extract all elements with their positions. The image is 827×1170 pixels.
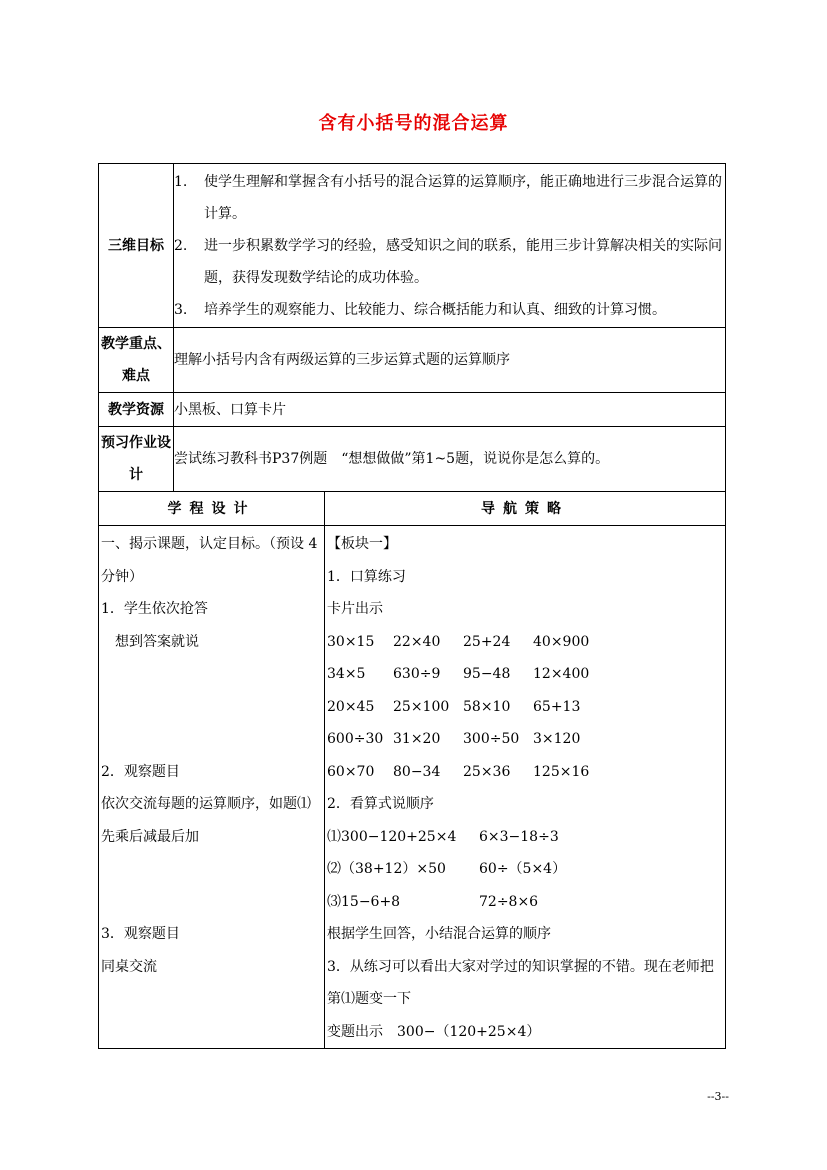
focus-row: [99, 328, 726, 393]
expression: ⑴300−120+25×4: [327, 828, 457, 845]
resources-text: 小黑板、口算卡片: [174, 393, 726, 427]
variation-intro: 3．从练习可以看出大家对学过的知识掌握的不错。现在老师把第⑴题变一下: [327, 958, 714, 1007]
oral-practice-row: [325, 723, 725, 756]
expression: ⑵（38+12）×50: [327, 861, 446, 877]
oral-practice-row: [325, 691, 725, 724]
oral-problem: 31×20: [393, 731, 441, 747]
section-2-heading: 2．观察题目: [101, 763, 180, 780]
expression-row: [325, 821, 725, 854]
oral-problem: 300÷50: [463, 731, 520, 747]
section-1-note: 想到答案就说: [115, 633, 199, 650]
preview-text: 尝试练习教科书P37例题 “想想做做”第1~5题，说说你是怎么算的。: [174, 427, 726, 492]
goal-item: 2. 进一步积累数学学习的经验，感受知识之间的联系，能用三步计算解决相关的实际问题，获得发现数学结论的成功体验。: [174, 237, 722, 286]
oral-problem: 630÷9: [393, 666, 441, 682]
section-3-note: 同桌交流: [101, 958, 157, 975]
oral-practice-note: 卡片出示: [327, 601, 383, 617]
oral-problem: 34×5: [327, 666, 366, 682]
oral-problem: 3×120: [533, 731, 581, 747]
focus-text: 理解小括号内含有两级运算的三步运算式题的运算顺序: [174, 328, 726, 393]
oral-practice-row: [325, 756, 725, 789]
goals-label: 三维目标: [99, 164, 174, 328]
left-column-header: 学程设计: [99, 492, 325, 526]
block-heading: 【板块一】: [327, 536, 397, 552]
oral-problem: 25+24: [463, 633, 511, 650]
oral-practice-row: [325, 626, 725, 659]
goal-item: 1. 使学生理解和掌握含有小括号的混合运算的运算顺序，能正确地进行三步混合运算的计算。: [174, 173, 722, 222]
resources-label: 教学资源: [99, 393, 174, 427]
expression: ⑶15−6+8: [327, 893, 401, 910]
page-number: --3--: [707, 1090, 729, 1103]
expression-row: [325, 886, 725, 919]
learning-process-column: [99, 526, 325, 1049]
content-row: [99, 526, 726, 1049]
expression-row: [325, 853, 725, 886]
oral-problem: 30×15: [327, 633, 375, 650]
preview-label: 预习作业设计: [99, 427, 174, 492]
page-title: 含有小括号的混合运算: [318, 113, 509, 134]
section-1-step: 1．学生依次抢答: [101, 601, 208, 617]
summary-note: 根据学生回答，小结混合运算的顺序: [327, 926, 551, 942]
oral-problem: 25×36: [463, 763, 511, 780]
oral-practice-grid: [325, 626, 725, 789]
goals-cell: [174, 164, 726, 328]
right-column-header: 导航策略: [325, 492, 726, 526]
oral-problem: 80−34: [393, 763, 441, 780]
section-2-note: 依次交流每题的运算顺序，如题⑴先乘后减最后加: [101, 796, 311, 845]
oral-problem: 125×16: [533, 763, 590, 780]
oral-problem: 600÷30: [327, 731, 384, 747]
expr-order-heading: 2．看算式说顺序: [327, 796, 434, 812]
oral-problem: 20×45: [327, 698, 375, 715]
oral-problem: 12×400: [533, 666, 590, 682]
focus-label: 教学重点、难点: [99, 328, 174, 393]
goals-row: [99, 164, 726, 328]
preview-row: [99, 427, 726, 492]
section-3-heading: 3．观察题目: [101, 926, 180, 942]
navigation-strategy-column: [325, 526, 726, 1049]
expression-list: [325, 821, 725, 919]
resources-row: [99, 393, 726, 427]
oral-practice-row: [325, 658, 725, 691]
oral-problem: 60×70: [327, 763, 375, 780]
goal-item: 3. 培养学生的观察能力、比较能力、综合概括能力和认真、细致的计算习惯。: [174, 301, 666, 318]
oral-problem: 95−48: [463, 666, 511, 682]
section-1-heading: 一、揭示课题，认定目标。（预设 4分钟）: [101, 536, 318, 585]
section-header-row: [99, 492, 726, 526]
oral-problem: 25×100: [393, 698, 450, 715]
expression: 6×3−18÷3: [479, 828, 559, 845]
oral-problem: 65+13: [533, 698, 581, 715]
oral-problem: 22×40: [393, 633, 441, 650]
expression: 72÷8×6: [479, 893, 539, 910]
variation-expression: 变题出示 300−（120+25×4）: [327, 1023, 541, 1040]
oral-problem: 40×900: [533, 633, 590, 650]
oral-problem: 58×10: [463, 698, 511, 715]
lesson-plan-table: [98, 163, 726, 1049]
expression: 60÷（5×4）: [479, 861, 567, 877]
oral-practice-heading: 1．口算练习: [327, 568, 406, 585]
